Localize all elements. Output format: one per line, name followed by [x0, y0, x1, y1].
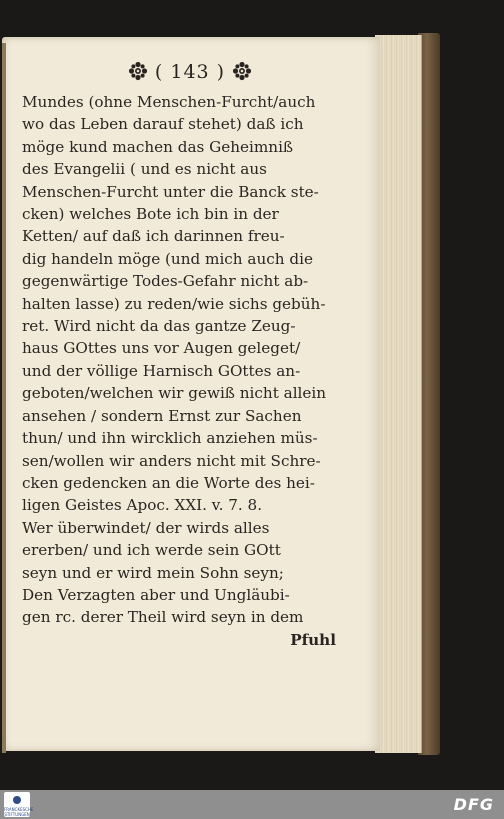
- book-page: [2, 37, 380, 751]
- text-line: möge kund machen das Geheimniß: [22, 137, 294, 156]
- text-line: ererben/ und ich werde sein GOtt: [22, 541, 281, 560]
- institution-logo[interactable]: [4, 792, 34, 817]
- text-line: ligen Geistes Apoc. XXI. v. 7. 8.: [22, 496, 263, 515]
- flower-ornament-icon: [128, 61, 148, 81]
- text-line: halten lasse) zu reden/wie sichs gebüh-: [22, 294, 326, 313]
- text-line: seyn und er wird mein Sohn seyn;: [22, 563, 284, 582]
- text-line: dig handeln möge (und mich auch die: [22, 249, 313, 268]
- text-line: gen rc. derer Theil wird seyn in dem: [22, 608, 304, 627]
- text-line: cken) welches Bote ich bin in der: [22, 205, 279, 224]
- flower-ornament-icon: [232, 61, 252, 81]
- text-line: Den Verzagten aber und Ungläubi-: [22, 585, 290, 604]
- text-line: des Evangelii ( und es nicht aus: [22, 160, 267, 179]
- text-line: Mundes (ohne Menschen-Furcht/auch: [22, 93, 316, 111]
- text-line: und der völlige Harnisch GOttes an-: [22, 361, 301, 380]
- page-edges: [375, 35, 422, 753]
- institution-logo-mark: [13, 796, 21, 804]
- text-line: geboten/welchen wir gewiß nicht allein: [22, 384, 327, 403]
- text-line: wo das Leben darauf stehet) daß ich: [22, 115, 304, 134]
- text-line: gegenwärtige Todes-Gefahr nicht ab-: [22, 272, 309, 291]
- text-line: Wer überwindet/ der wirds alles: [22, 518, 270, 537]
- text-line: Menschen-Furcht unter die Banck ste-: [22, 182, 319, 201]
- viewer-footer-bar: [0, 790, 504, 819]
- text-line: Ketten/ auf daß ich darinnen freu-: [22, 227, 285, 246]
- page-number: ( 143 ): [154, 61, 226, 83]
- text-line: haus GOttes uns vor Augen geleget/: [22, 339, 301, 358]
- page-gutter: [2, 43, 6, 753]
- text-line: ret. Wird nicht da das gantze Zeug-: [22, 317, 296, 336]
- text-line: sen/wollen wir anders nicht mit Schre-: [22, 451, 321, 470]
- book: [0, 33, 440, 755]
- dfg-logo[interactable]: DFG: [453, 795, 494, 814]
- text-line: cken gedencken an die Worte des hei-: [22, 473, 315, 492]
- text-line: ansehen / sondern Ernst zur Sachen: [22, 406, 302, 425]
- page-header: [2, 61, 378, 83]
- text-line: thun/ und ihn wircklich anziehen müs-: [22, 429, 318, 448]
- body-text: [22, 91, 364, 651]
- institution-logo-caption: FRANCKESCHE STIFTUNGEN: [4, 807, 34, 817]
- catchword: Pfuhl: [290, 630, 336, 649]
